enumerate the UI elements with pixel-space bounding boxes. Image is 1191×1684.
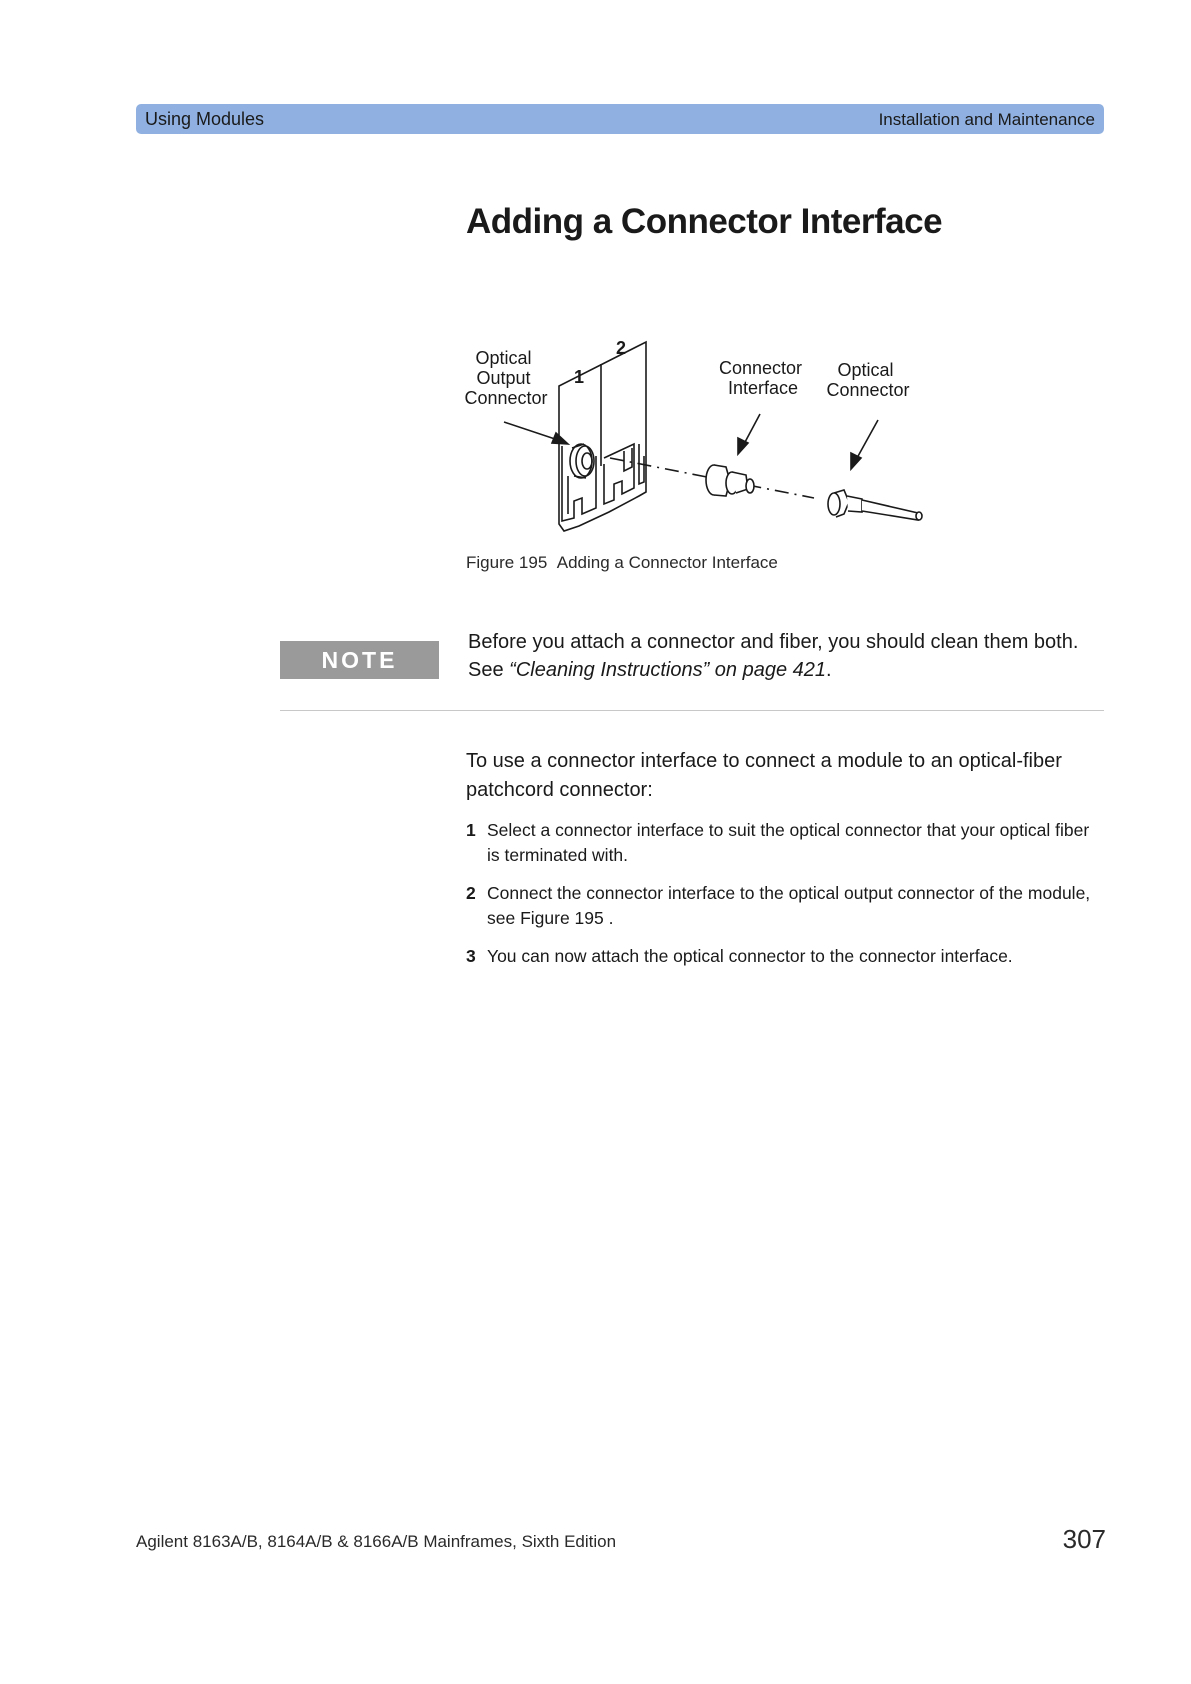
header-chapter-title: Installation and Maintenance (878, 110, 1095, 129)
page-header (136, 104, 1104, 134)
optical-connector-illustration (828, 490, 922, 520)
step-number: 3 (466, 946, 476, 966)
figure-caption (466, 553, 778, 573)
connector-interface-figure (464, 336, 964, 552)
step-text: Select a connector interface to suit the optical connector that your optical fiber is terminated with. (487, 820, 1090, 865)
cleaning-instructions-link[interactable]: “Cleaning Instructions” on page 421 (509, 659, 827, 681)
figure-arrows (504, 414, 878, 469)
slot-1-label: 1 (574, 367, 585, 387)
arrow-head-output (552, 433, 568, 444)
connector-interface-label: Connector Interface (718, 358, 803, 398)
slot-2-label: 2 (616, 338, 627, 358)
optical-output-connector-illustration (570, 444, 594, 478)
page-number: 307 (1062, 1524, 1106, 1554)
arrow-head-optical (851, 453, 861, 469)
step-number: 1 (466, 820, 476, 840)
optical-output-connector-label: Optical Output Connector (464, 348, 548, 408)
figure-caption-number: Figure 195 (466, 553, 548, 572)
note-badge: NOTE (280, 641, 439, 679)
list-item (466, 944, 1106, 969)
connector-interface-illustration (706, 465, 754, 496)
page-title: Adding a Connector Interface (466, 202, 943, 241)
step-number: 2 (466, 883, 476, 903)
footer-document-title: Agilent 8163A/B, 8164A/B & 8166A/B Mainframes, Sixth Edition (136, 1532, 617, 1551)
note-text (468, 628, 1108, 684)
note-end: . (826, 659, 832, 681)
list-item (466, 881, 1106, 931)
optical-connector-label: Optical Connector (826, 360, 910, 400)
step-text: Connect the connector interface to the optical output connector of the module, see Figure 195 . (487, 883, 1091, 928)
note-body: Before you attach a connector and fiber, you should clean them both. See (468, 631, 1079, 681)
figure-caption-text: Adding a Connector Interface (556, 553, 778, 572)
intro-paragraph: To use a connector interface to connect a module to an optical-fiber patchcord connector: (466, 750, 1062, 801)
procedure-steps (466, 818, 1106, 982)
header-section-title: Using Modules (145, 109, 265, 129)
list-item (466, 818, 1106, 868)
module-panel-illustration (559, 342, 646, 531)
step-text: You can now attach the optical connector to the connector interface. (487, 946, 1013, 966)
note-divider (280, 710, 1104, 711)
